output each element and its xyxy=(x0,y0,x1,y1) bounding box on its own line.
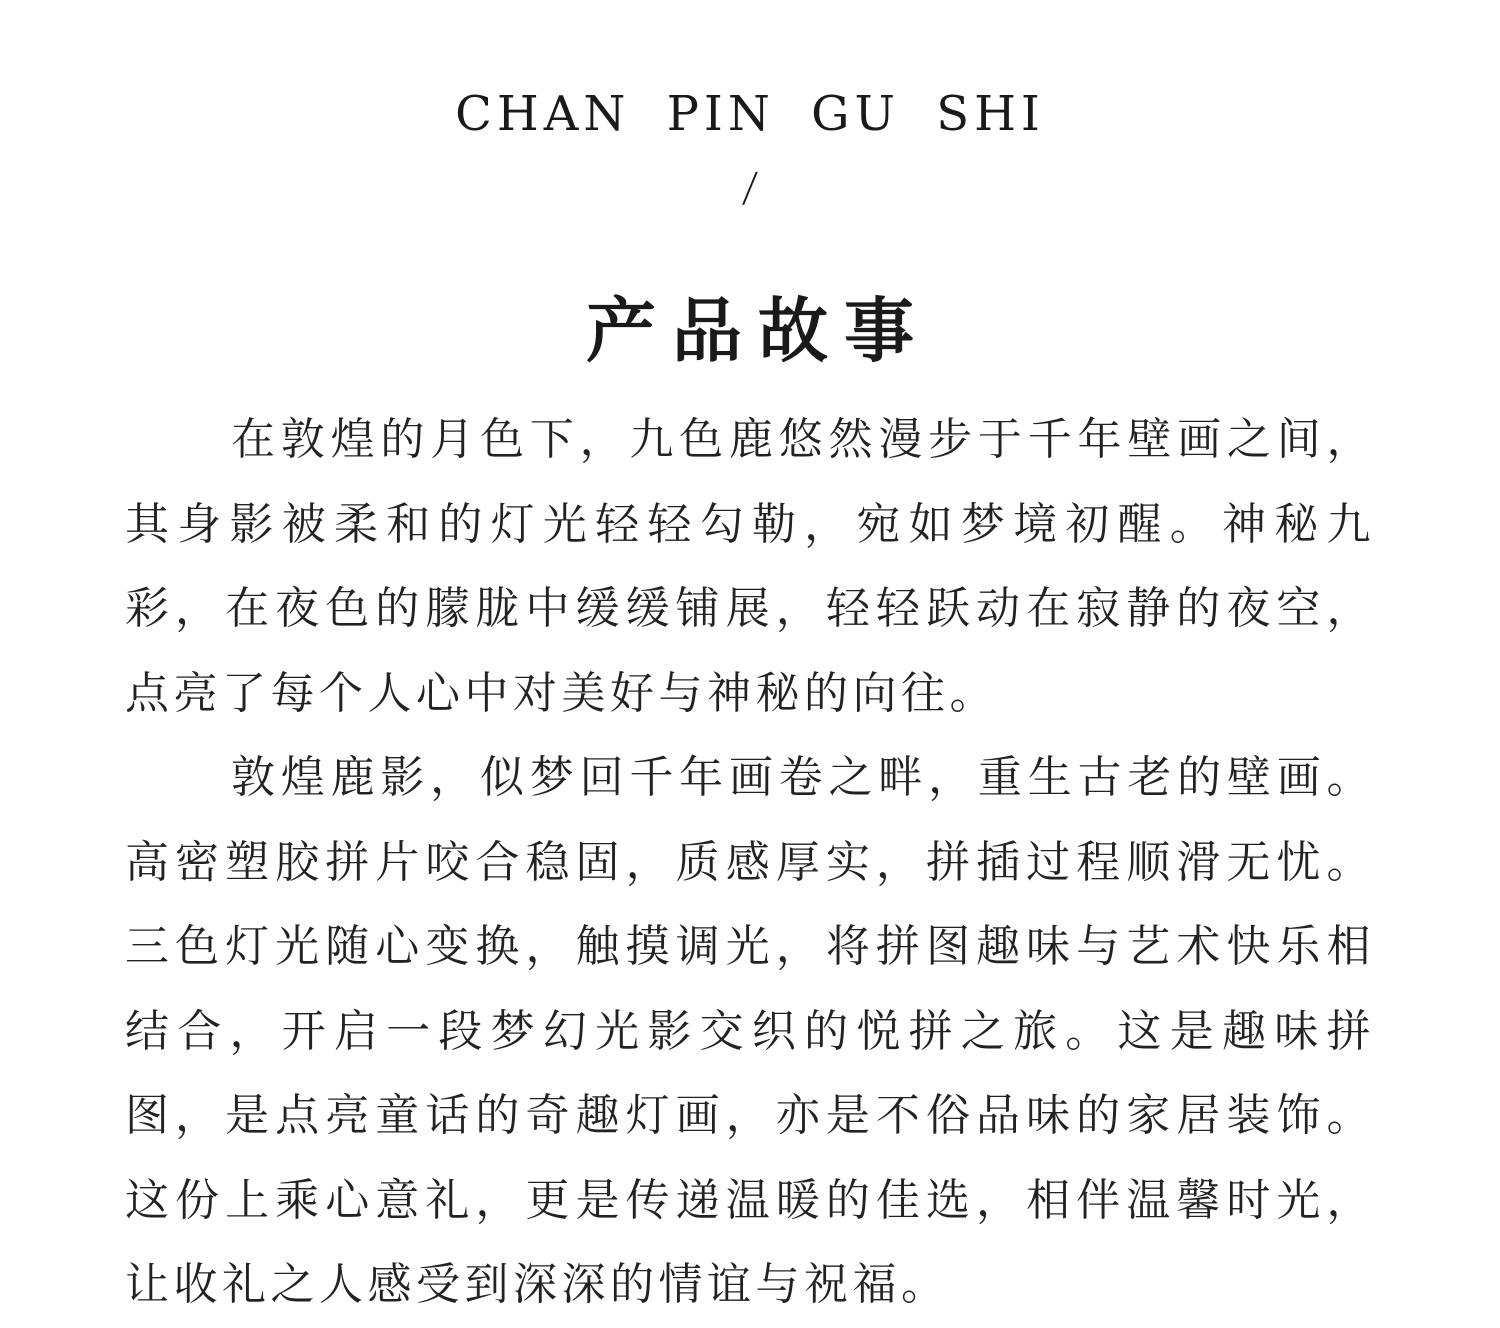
story-paragraph-1: 在敦煌的月色下，九色鹿悠然漫步于千年壁画之间，其身影被柔和的灯光轻轻勾勒，宛如梦境初醒。神秘九彩，在夜色的朦胧中缓缓铺展，轻轻跃动在寂静的夜空，点亮了每个人心中对美好与神秘的向往。 xyxy=(125,414,1375,719)
pinyin-title: CHAN PIN GU SHI xyxy=(455,86,1045,142)
story-body xyxy=(125,398,1375,1328)
page-title: 产品故事 xyxy=(586,288,930,372)
story-paragraph-2: 敦煌鹿影，似梦回千年画卷之畔，重生古老的壁画。高密塑胶拼片咬合稳固，质感厚实，拼插过程顺滑无忧。三色灯光随心变换，触摸调光，将拼图趣味与艺术快乐相结合，开启一段梦幻光影交织的悦拼之旅。这是趣味拼图，是点亮童话的奇趣灯画，亦是不俗品味的家居装饰。这份上乘心意礼，更是传递温暖的佳选，相伴温馨时光，让收礼之人感受到深深的情谊与祝福。 xyxy=(125,752,1375,1310)
title-divider-slash: / xyxy=(740,165,760,211)
